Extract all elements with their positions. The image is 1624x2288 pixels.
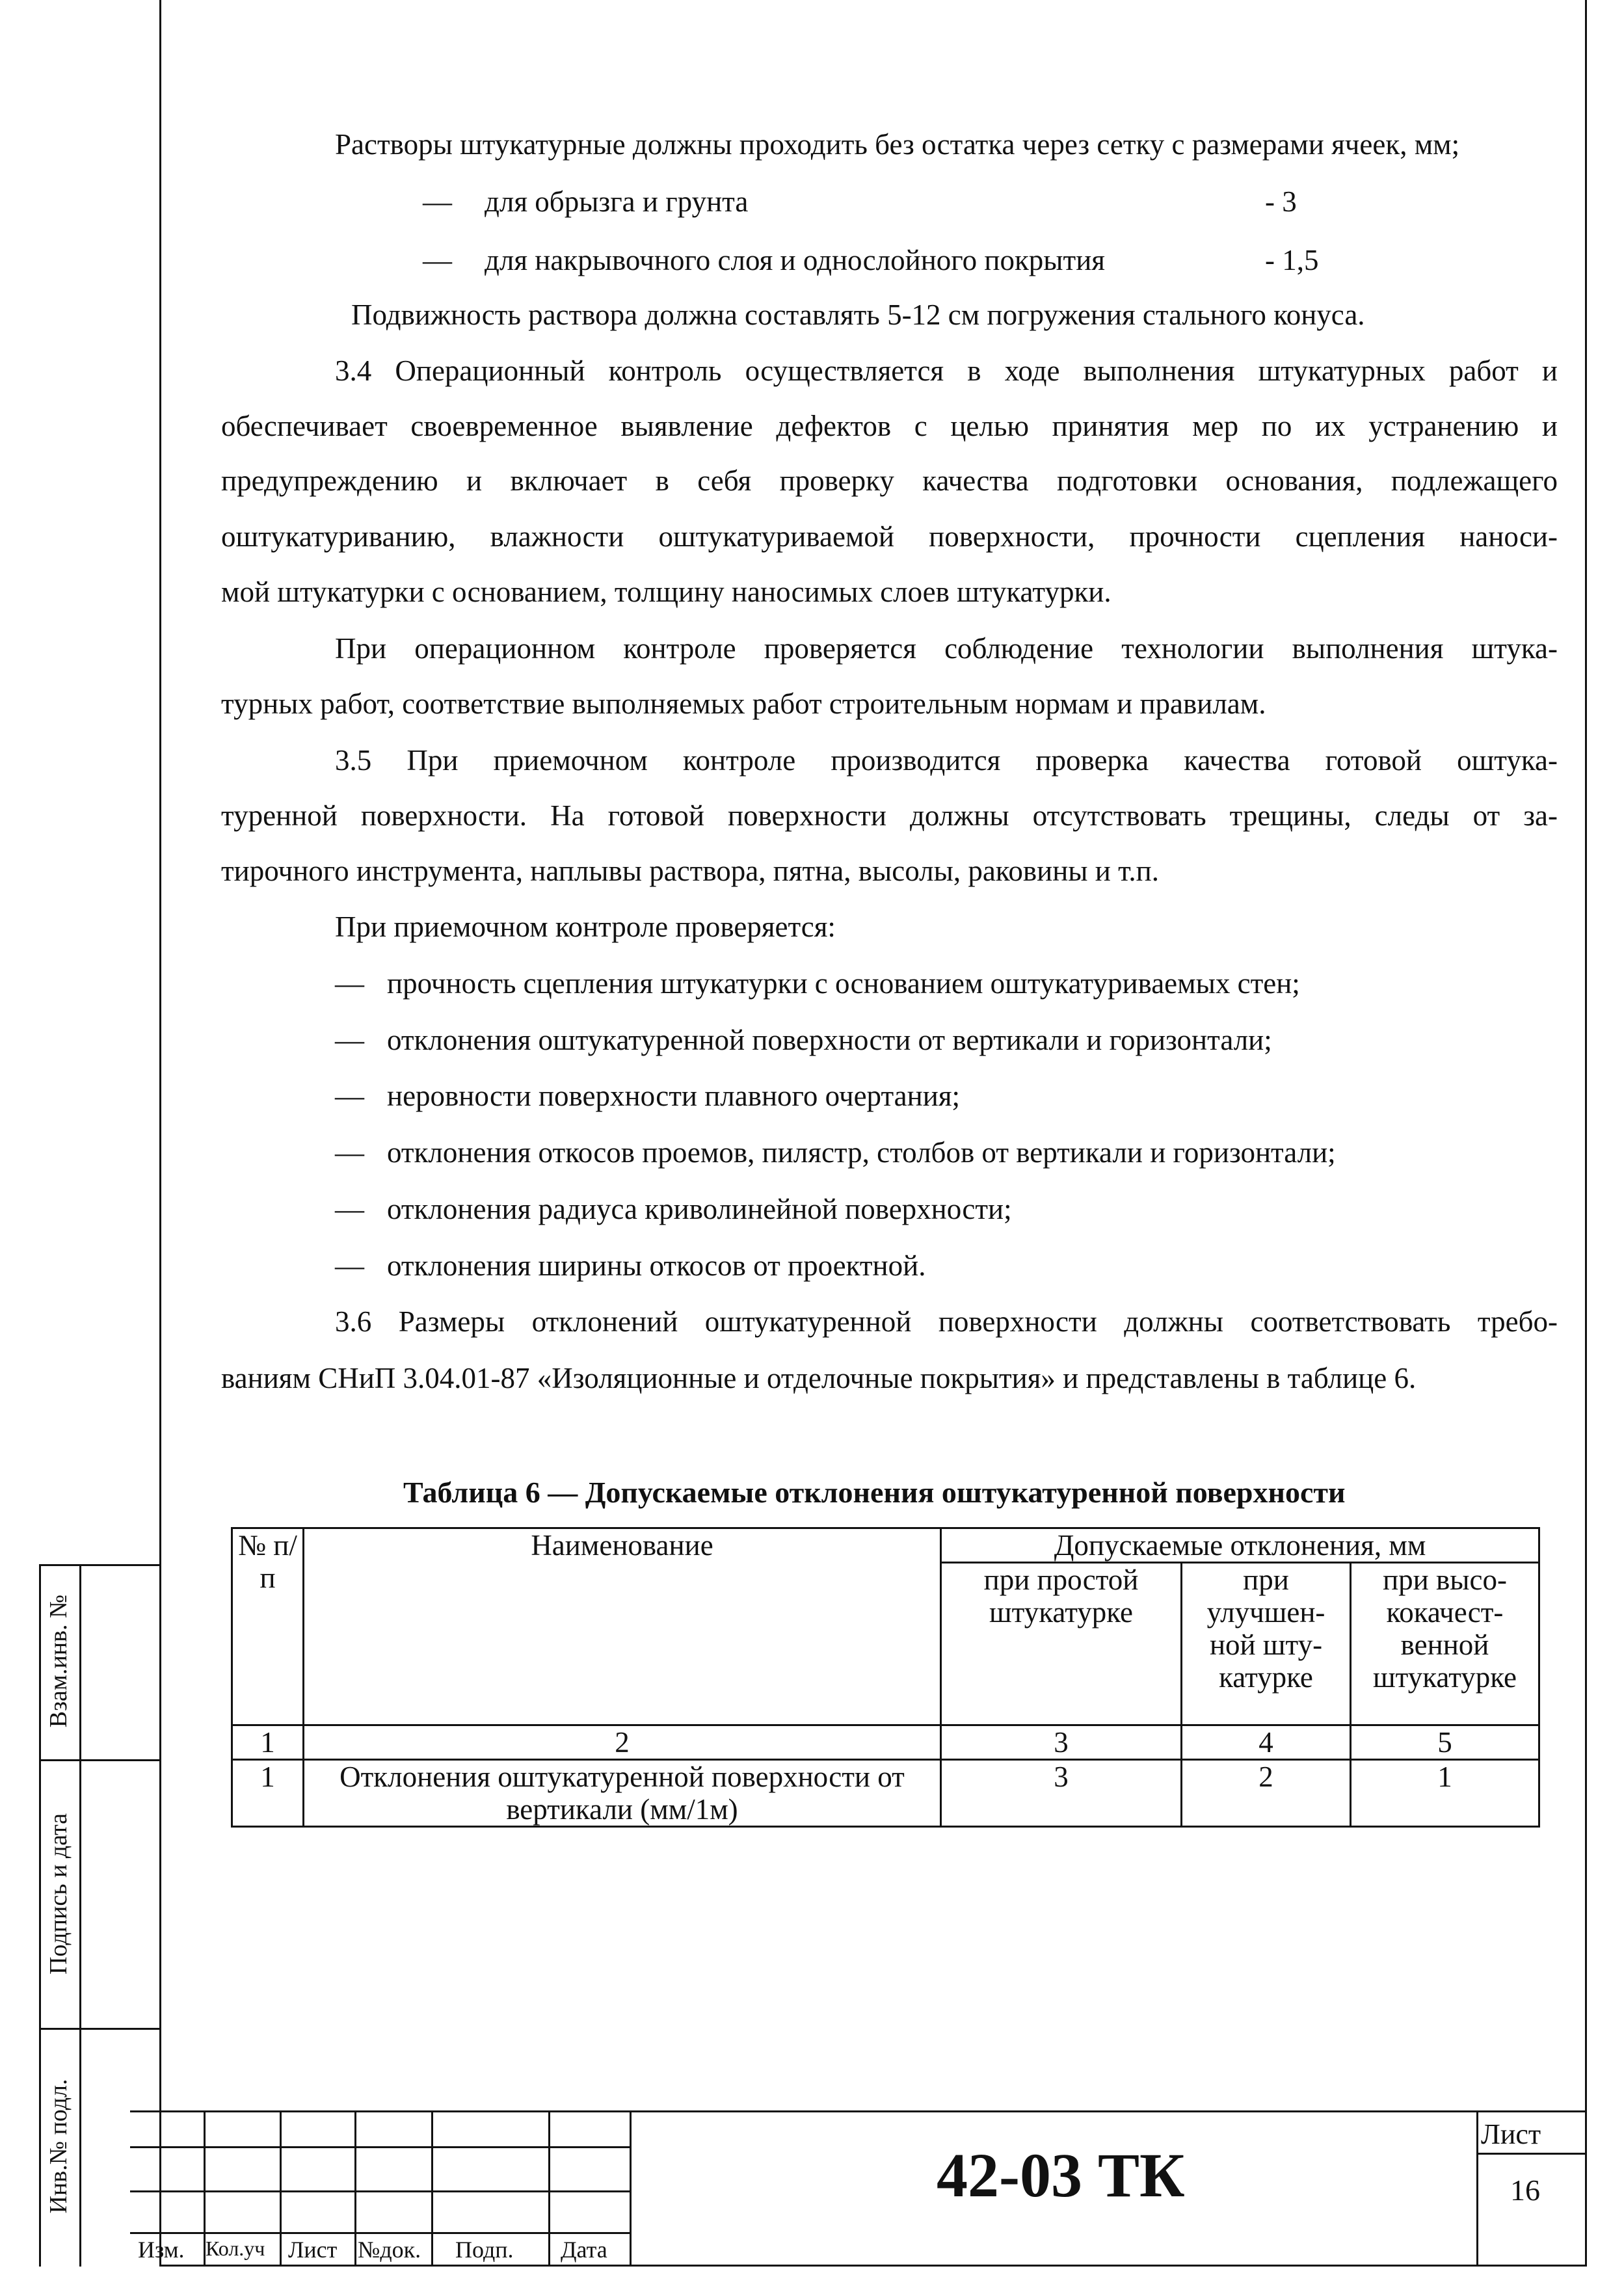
paragraph-operational-line: При операционном контроле проверяется соблюдение технологии выполнения штука- [335,632,1558,665]
header-name: Наименование [304,1528,941,1725]
paragraph-mesh: Растворы штукатурные должны проходить без остатка через сетку с размерами ячеек, мм; [335,128,1460,161]
row-simple-value: 3 [941,1760,1182,1827]
stamp-header-change: Изм. [138,2237,185,2263]
column-number-cell: 1 [232,1725,304,1760]
list-dash: — [423,185,452,218]
stamp-header-sheet: Лист [288,2237,338,2263]
side-stamp-divider [39,2028,161,2030]
paragraph-mobility: Подвижность раствора должна составлять 5-12 см погружения стального конуса. [351,299,1365,331]
row-name-cell: Отклонения оштукатуренной поверхности от вертикали (мм/1м) [304,1760,941,1827]
acceptance-list-item: неровности поверхности плавного очертания; [387,1080,961,1112]
column-number-cell: 3 [941,1725,1182,1760]
mesh-item-label: для обрызга и грунта [485,185,749,218]
title-block-list-divider [1476,2153,1587,2155]
header-improved-plaster: при улучшен-ной шту-катурке [1182,1563,1351,1725]
title-block-col-line [431,2110,433,2267]
acceptance-list-item: отклонения откосов проемов, пилястр, столбов от вертикали и горизонтали; [387,1136,1336,1169]
mesh-item-value: - 3 [1265,185,1297,218]
list-dash: — [335,967,364,1000]
side-stamp-inner-line [79,1564,81,2267]
list-dash: — [335,1024,364,1056]
row-number-cell: 1 [232,1760,304,1827]
paragraph-3-5-line: 3.5 При приемочном контроле производится проверка качества готовой оштука- [335,744,1558,777]
side-label-original-inventory: Инв.№ подл. [45,2079,72,2214]
paragraph-operational-line: турных работ, соответствие выполняемых работ строительным нормам и правилам. [221,687,1266,720]
acceptance-list-item: отклонения радиуса криволинейной поверхности; [387,1193,1012,1225]
header-group-deviations: Допускаемые отклонения, мм [941,1528,1539,1563]
column-number-cell: 4 [1182,1725,1351,1760]
paragraph-3-4-line: обеспечивает своевременное выявление дефектов с целью принятия мер по их устранению и [221,410,1558,442]
sheet-number: 16 [1510,2174,1540,2207]
table-caption: Таблица 6 — Допускаемые отклонения оштукатуренной поверхности [403,1476,1346,1509]
stamp-header-date: Дата [561,2237,607,2263]
header-high-quality-plaster: при высо-кокачест-венной штукатурке [1351,1563,1539,1725]
stamp-header-count: Кол.уч [206,2237,265,2260]
title-block-top [130,2110,1587,2112]
list-dash: — [335,1193,364,1225]
mesh-item-label: для накрывочного слоя и однослойного покрытия [485,244,1105,276]
acceptance-list-item: отклонения оштукатуренной поверхности от вертикали и горизонтали; [387,1024,1272,1056]
row-high-quality-value: 1 [1351,1760,1539,1827]
header-number: № п/п [232,1528,304,1725]
paragraph-3-6-line: ваниям СНиП 3.04.01-87 «Изоляционные и отделочные покрытия» и представлены в таблице 6. [221,1362,1417,1394]
sheet-label: Лист [1481,2118,1541,2150]
title-block-col-line [630,2110,632,2267]
paragraph-acceptance: При приемочном контроле проверяется: [335,911,836,943]
document-code: 42-03 ТК [937,2140,1185,2210]
frame-right-line [1585,0,1587,2267]
side-stamp-top [39,1564,161,1566]
title-block-col-line [280,2110,282,2267]
title-block-col-line [548,2110,550,2267]
list-dash: — [423,244,452,276]
paragraph-3-5-line: тирочного инструмента, наплывы раствора, пятна, высолы, раковины и т.п. [221,855,1159,887]
row-improved-value: 2 [1182,1760,1351,1827]
paragraph-3-4-line: 3.4 Операционный контроль осуществляется в ходе выполнения штукатурных работ и [335,354,1558,387]
side-label-signature-date: Подпись и дата [45,1813,72,1975]
header-simple-plaster: при простой штукатурке [941,1563,1182,1725]
column-number-cell: 5 [1351,1725,1539,1760]
paragraph-3-5-line: туренной поверхности. На готовой поверхности должны отсутствовать трещины, следы от за- [221,799,1558,832]
side-stamp-divider [39,1759,161,1761]
title-block-col-line [354,2110,356,2267]
paragraph-3-6-line: 3.6 Размеры отклонений оштукатуренной поверхности должны соответствовать требо- [335,1305,1558,1338]
paragraph-3-4-line: предупреждению и включает в себя проверку качества подготовки основания, подлежащего [221,464,1558,497]
paragraph-3-4-line: оштукатуриванию, влажности оштукатуриваемой поверхности, прочности сцепления наноси- [221,520,1558,553]
list-dash: — [335,1136,364,1169]
stamp-header-doc-number: №док. [358,2237,421,2263]
paragraph-3-4-line: мой штукатурки с основанием, толщину наносимых слоев штукатурки. [221,576,1112,608]
column-number-cell: 2 [304,1725,941,1760]
acceptance-list-item: отклонения ширины откосов от проектной. [387,1249,926,1282]
frame-bottom-line [159,2265,1587,2267]
mesh-item-value: - 1,5 [1265,244,1319,276]
list-dash: — [335,1249,364,1282]
table-header-row [232,1528,1539,1563]
list-dash: — [335,1080,364,1112]
side-stamp-outer-left [39,1564,41,2267]
table-row [232,1760,1539,1827]
frame-left-line [159,0,161,2267]
stamp-header-signature: Подп. [455,2237,514,2263]
deviations-table [231,1527,1540,1828]
acceptance-list-item: прочность сцепления штукатурки с основанием оштукатуриваемых стен; [387,967,1300,1000]
table-column-numbers-row [232,1725,1539,1760]
title-block-col-line [1476,2110,1478,2267]
side-label-replacement-inventory: Взам.инв. № [45,1594,72,1728]
